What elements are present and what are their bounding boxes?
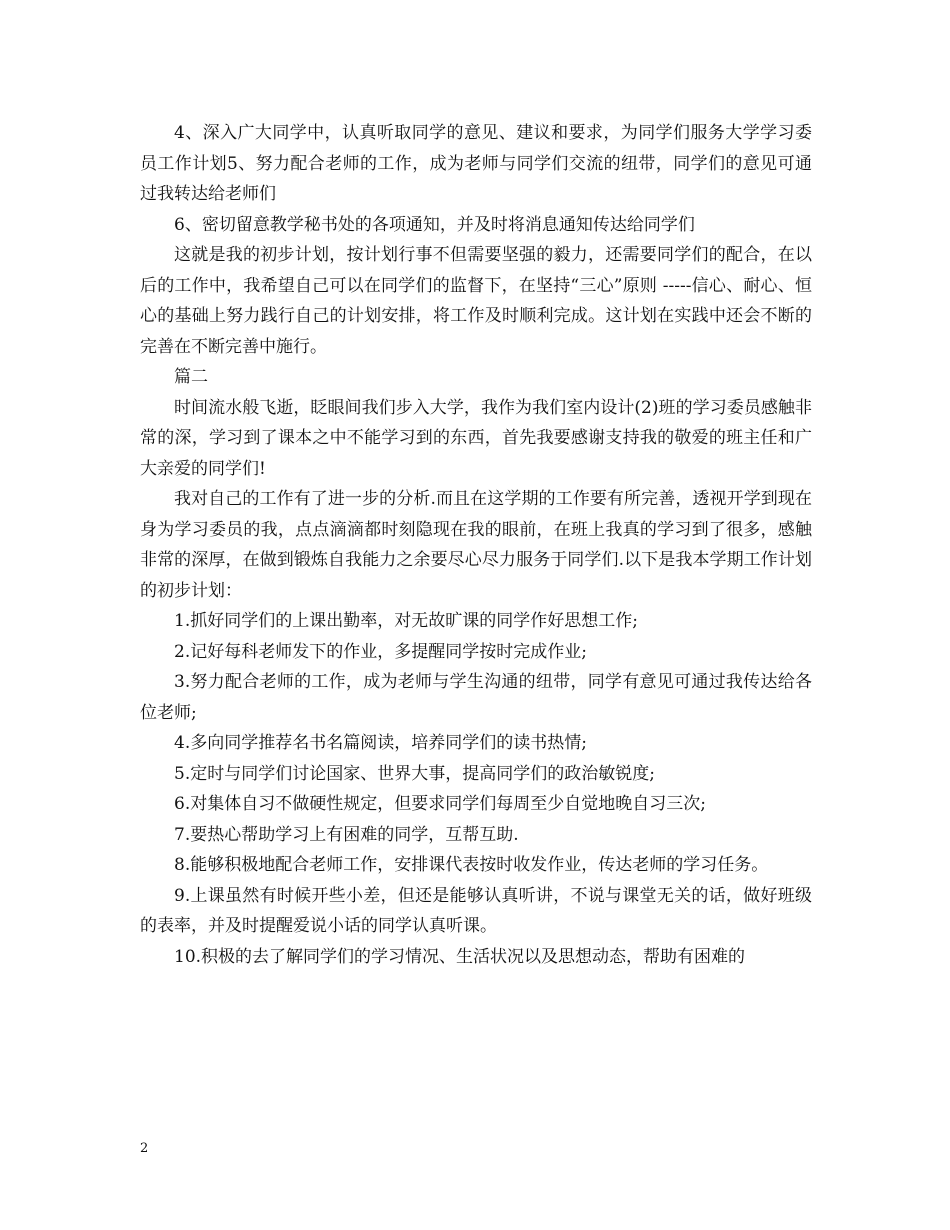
list-item-1: 1.抓好同学们的上课出勤率，对无故旷课的同学作好思想工作; [174, 611, 638, 631]
paragraph-3: 这就是我的初步计划，按计划行事不但需要坚强的毅力，还需要同学们的配合，在以后的工作中，我希望自己可以在同学们的监督下，在坚持“三心”原则 -----信心、耐心、恒心的基础上努力践行自己的计划安排，将工作及时顺利完成。这计划在实践中还会不断的完善在不断完善中施行。 [140, 245, 812, 357]
paragraph-2: 6、密切留意教学秘书处的各项通知，并及时将消息通知传达给同学们 [174, 214, 695, 235]
list-item-10: 10.积极的去了解同学们的学习情况、生活状况以及思想动态，帮助有困难的 [174, 946, 746, 967]
page-number: 2 [140, 1141, 149, 1156]
list-item-9: 9.上课虽然有时候开些小差，但还是能够认真听讲，不说与课堂无关的话，做好班级的表率，并及时提醒爱说小话的同学认真听课。 [140, 885, 812, 936]
paragraph-6: 我对自己的工作有了进一步的分析.而且在这学期的工作要有所完善，透视开学到现在身为学习委员的我，点点滴滴都时刻隐现在我的眼前，在班上我真的学习到了很多，感触非常的深厚，在做到锻炼自我能力之余要尽心尽力服务于同学们.以下是我本学期工作计划的初步计划： [140, 489, 812, 601]
list-item-6: 6.对集体自习不做硬性规定，但要求同学们每周至少自觉地晚自习三次; [174, 794, 706, 814]
paragraph-5: 时间流水般飞逝，眨眼间我们步入大学，我作为我们室内设计(2)班的学习委员感触非常的深，学习到了课本之中不能学习到的东西，首先我要感谢支持我的敬爱的班主任和广大亲爱的同学们! [140, 397, 812, 479]
document-body [140, 118, 812, 972]
list-item-7: 7.要热心帮助学习上有困难的同学，互帮互助. [174, 824, 519, 845]
list-item-8: 8.能够积极地配合老师工作，安排课代表按时收发作业，传达老师的学习任务。 [174, 855, 769, 875]
list-item-2: 2.记好每科老师发下的作业，多提醒同学按时完成作业; [174, 641, 587, 662]
list-item-4: 4.多向同学推荐名书名篇阅读，培养同学们的读书热情; [174, 733, 587, 753]
list-item-5: 5.定时与同学们讨论国家、世界大事，提高同学们的政治敏锐度; [174, 763, 655, 784]
list-item-3: 3.努力配合老师的工作，成为老师与学生沟通的纽带，同学有意见可通过我传达给各位老师; [140, 672, 812, 723]
section-heading: 篇二 [174, 367, 208, 387]
paragraph-1: 4、深入广大同学中，认真听取同学的意见、建议和要求，为同学们服务大学学习委员工作计划5、努力配合老师的工作，成为老师与同学们交流的纽带，同学们的意见可通过我转达给老师们 [140, 123, 812, 204]
